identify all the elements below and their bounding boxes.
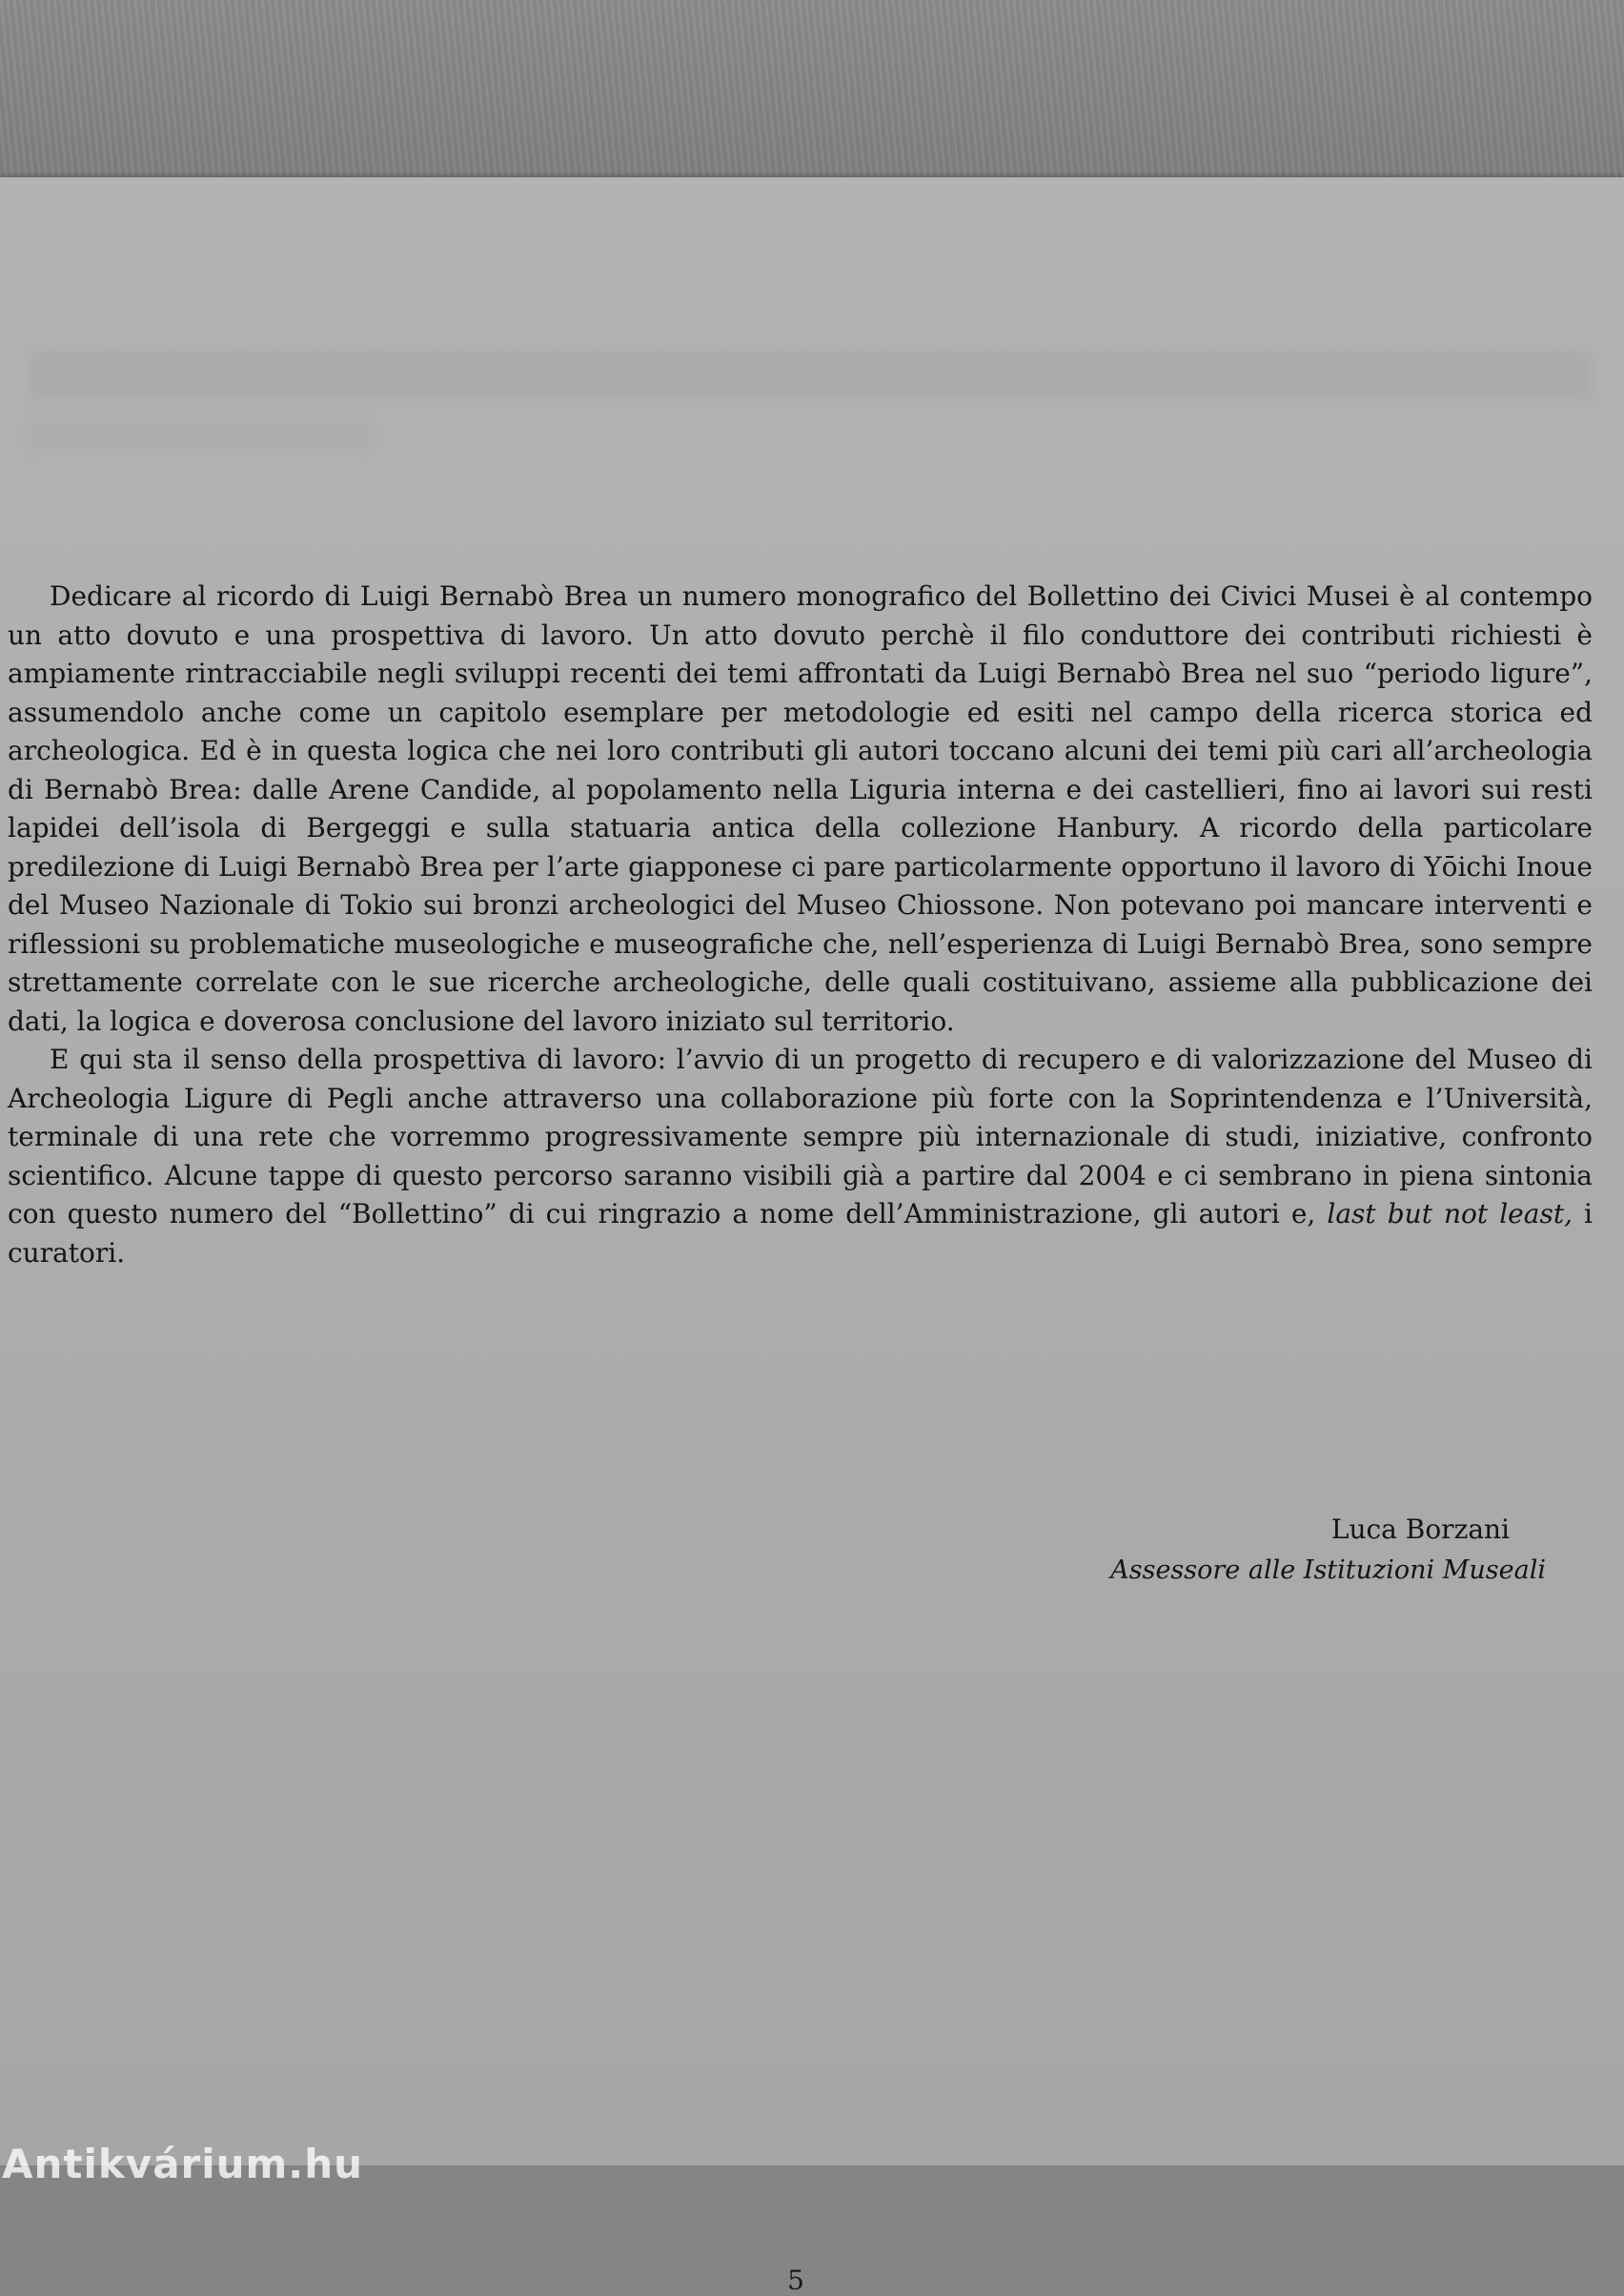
paragraph-2-text: E qui sta il senso della prospettiva di lavoro: l’avvio di un progetto di recupero e di valorizzazione del Museo di Archeologia Ligure di Pegli anche attraverso una collaborazione più forte con la Soprintendenza e l’Università, terminale di una rete che vorremmo progressivamente sempre più internazionale di studi, iniziative, confronto scientifico. Alcune tappe di questo percorso saranno visibili già a partire dal 2004 e ci sembrano in piena sintonia con questo numero del “Bollettino” di cui ringrazio a nome dell’Amministrazione, gli autori e, (8, 1044, 1593, 1229)
paragraph-2-tail: i curatori. (8, 1198, 1593, 1269)
show-through-subheading (29, 421, 372, 450)
body-text (8, 578, 1593, 1272)
paragraph-2-italic: last but not least, (1327, 1198, 1573, 1229)
document-page (0, 177, 1624, 2296)
table-surface-background (0, 0, 1624, 191)
signature-title: Assessore alle Istituzioni Museali (1110, 1555, 1546, 1585)
page-number: 5 (787, 2265, 804, 2296)
signature-name: Luca Borzani (1330, 1514, 1510, 1545)
paragraph-1: Dedicare al ricordo di Luigi Bernabò Brea un numero monografico del Bollettino dei Civici Musei è al contempo un atto dovuto e una prospettiva di lavoro. Un atto dovuto perchè il filo conduttore dei contributi richiesti è ampiamente rintracciabile negli sviluppi recenti dei temi affrontati da Luigi Bernabò Brea nel suo “periodo ligure”, assumendolo anche come un capitolo esemplare per metodologie ed esiti nel campo della ricerca storica ed archeologica. Ed è in questa logica che nei loro contributi gli autori toccano alcuni dei temi più cari all’archeologia di Bernabò Brea: dalle Arene Candide, al popolamento nella Liguria interna e dei castellieri, fino ai lavori sui resti lapidei dell’isola di Bergeggi e sulla statuaria antica della collezione Hanbury. A ricordo della particolare predilezione di Luigi Bernabò Brea per l’arte giapponese ci pare particolarmente opportuno il lavoro di Yōichi Inoue del Museo Nazionale di Tokio sui bronzi archeologici del Museo Chiossone. Non potevano poi mancare interventi e riflessioni su problematiche museologiche e museografiche che, nell’esperienza di Luigi Bernabò Brea, sono sempre strettamente correlate con le sue ricerche archeologiche, delle quali costituivano, assieme alla pubblicazione dei dati, la logica e doverosa conclusione del lavoro iniziato sul territorio. (8, 580, 1593, 1037)
paragraph-2 (8, 1041, 1593, 1272)
watermark-text: Antikvárium.hu (2, 2141, 364, 2187)
show-through-heading (29, 349, 1592, 400)
signature-block (1110, 1509, 1546, 1591)
